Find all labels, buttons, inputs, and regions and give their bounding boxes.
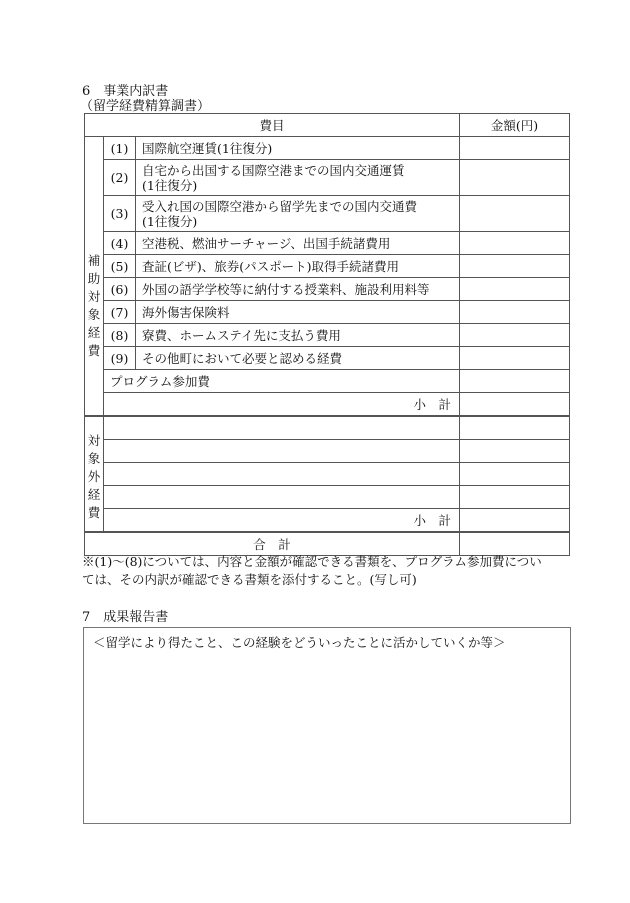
row-number: (8) bbox=[104, 324, 136, 347]
table-row bbox=[85, 232, 570, 255]
amount-cell[interactable] bbox=[460, 255, 570, 278]
header-item: 費目 bbox=[85, 114, 460, 137]
amount-cell[interactable] bbox=[460, 196, 570, 232]
amount-cell[interactable] bbox=[460, 486, 570, 509]
table-row bbox=[85, 301, 570, 324]
eligible-expenses-label: 補 助 対 象 経 費 bbox=[85, 137, 104, 417]
row-item: 査証(ビザ)、旅券(パスポート)取得手続諸費用 bbox=[136, 255, 460, 278]
row-item: 国際航空運賃(1往復分) bbox=[136, 137, 460, 160]
row-number: (4) bbox=[104, 232, 136, 255]
row-item: 外国の語学学校等に納付する授業料、施設利用料等 bbox=[136, 278, 460, 301]
row-number: (3) bbox=[104, 196, 136, 232]
amount-cell[interactable] bbox=[460, 324, 570, 347]
report-textarea[interactable] bbox=[83, 627, 571, 824]
amount-cell[interactable] bbox=[460, 278, 570, 301]
eligible-subtotal-row bbox=[85, 393, 570, 417]
row-item: 自宅から出国する国際空港までの国内交通運賃 (1往復分) bbox=[136, 160, 460, 196]
row-number: (1) bbox=[104, 137, 136, 160]
row-number: (5) bbox=[104, 255, 136, 278]
program-fee-row bbox=[85, 370, 570, 393]
program-fee-label: プログラム参加費 bbox=[104, 370, 460, 393]
amount-cell[interactable] bbox=[460, 232, 570, 255]
subtotal-label: 小 計 bbox=[104, 509, 460, 533]
table-row bbox=[85, 278, 570, 301]
section-7-title: 7 成果報告書 bbox=[82, 610, 169, 625]
subtotal-label: 小 計 bbox=[104, 393, 460, 417]
non-eligible-item[interactable] bbox=[104, 440, 460, 463]
amount-cell[interactable] bbox=[460, 463, 570, 486]
table-row bbox=[85, 324, 570, 347]
report-hint: ＜留学により得たこと、この経験をどういったことに活かしていくか等＞ bbox=[93, 635, 506, 650]
row-number: (6) bbox=[104, 278, 136, 301]
total-label: 合 計 bbox=[85, 532, 460, 556]
row-item: 寮費、ホームステイ先に支払う費用 bbox=[136, 324, 460, 347]
row-item: 空港税、燃油サーチャージ、出国手続諸費用 bbox=[136, 232, 460, 255]
non-eligible-item[interactable] bbox=[104, 416, 460, 440]
non-eligible-item[interactable] bbox=[104, 486, 460, 509]
table-row bbox=[85, 440, 570, 463]
table-row bbox=[85, 160, 570, 196]
table-row bbox=[85, 347, 570, 370]
row-number: (7) bbox=[104, 301, 136, 324]
table-row bbox=[85, 255, 570, 278]
amount-cell[interactable] bbox=[460, 440, 570, 463]
amount-cell[interactable] bbox=[460, 370, 570, 393]
subtotal-amount[interactable] bbox=[460, 509, 570, 533]
header-amount: 金額(円) bbox=[460, 114, 570, 137]
row-item: 海外傷害保険料 bbox=[136, 301, 460, 324]
non-eligible-item[interactable] bbox=[104, 463, 460, 486]
amount-cell[interactable] bbox=[460, 301, 570, 324]
table-row bbox=[85, 137, 570, 160]
total-row bbox=[85, 532, 570, 556]
non-eligible-subtotal-row bbox=[85, 509, 570, 533]
table-row bbox=[85, 463, 570, 486]
amount-cell[interactable] bbox=[460, 160, 570, 196]
amount-cell[interactable] bbox=[460, 416, 570, 440]
section-6-subtitle: （留学経費精算調書） bbox=[80, 99, 211, 114]
table-row bbox=[85, 416, 570, 440]
amount-cell[interactable] bbox=[460, 347, 570, 370]
non-eligible-expenses-label: 対 象 外 経 費 bbox=[85, 416, 104, 532]
table-header-row bbox=[85, 114, 570, 137]
row-item: その他町において必要と認める経費 bbox=[136, 347, 460, 370]
row-number: (2) bbox=[104, 160, 136, 196]
total-amount[interactable] bbox=[460, 532, 570, 556]
budget-table bbox=[84, 113, 570, 556]
row-number: (9) bbox=[104, 347, 136, 370]
amount-cell[interactable] bbox=[460, 137, 570, 160]
table-row bbox=[85, 486, 570, 509]
attachment-note: ※(1)～(8)については、内容と金額が確認できる書類を、プログラム参加費につい ては、その内訳が確認できる書類を添付すること。(写し可) bbox=[82, 554, 542, 587]
row-item: 受入れ国の国際空港から留学先までの国内交通費 (1往復分) bbox=[136, 196, 460, 232]
section-6-title: 6 事業内訳書 bbox=[82, 84, 169, 99]
subtotal-amount[interactable] bbox=[460, 393, 570, 417]
table-row bbox=[85, 196, 570, 232]
